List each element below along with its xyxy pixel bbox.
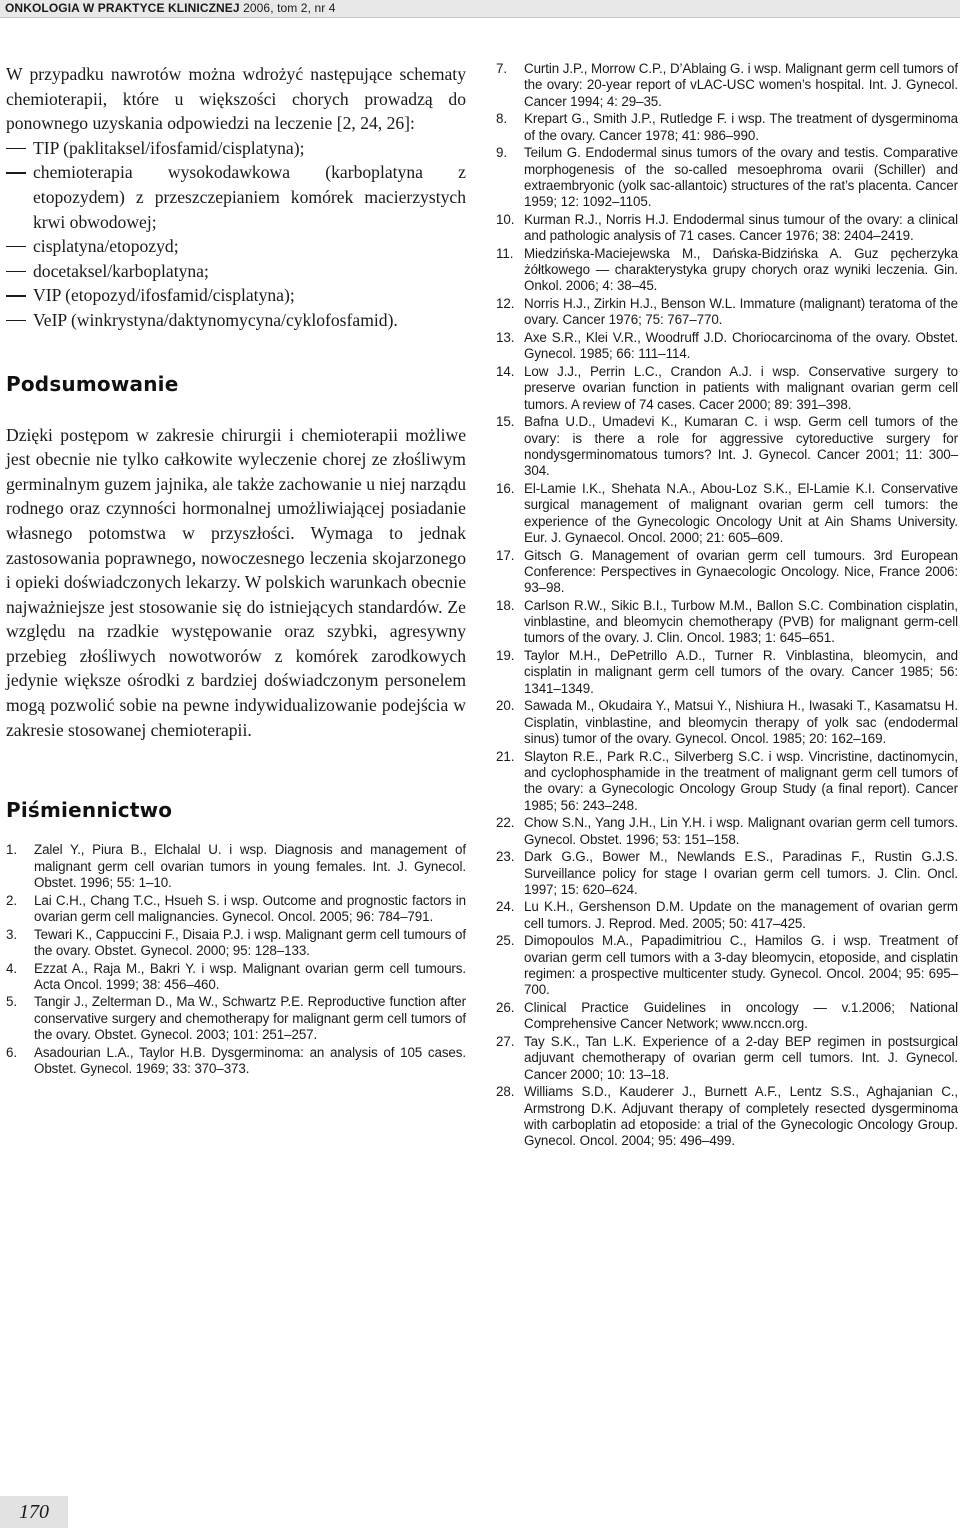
regimen-item: docetaksel/karboplatyna; [6,259,466,284]
reference-text: Asadourian L.A., Taylor H.B. Dysgerminoma: an analysis of 105 cases. Obstet. Gynecol. 1969; 33: 370–373. [34,1044,466,1077]
regimen-item: VIP (etopozyd/ifosfamid/cisplatyna); [6,283,466,308]
summary-heading: Podsumowanie [6,371,179,396]
reference-number: 14. [496,364,515,380]
reference-text: Teilum G. Endodermal sinus tumors of the ovary and testis. Comparative morphogenesis of the so-called mesoephroma ovarii (Schiller) and extraembryonic (yolk sac-allantoic) structures of the rat’s placenta. Cancer 1959; 12: 1092–1105. [524,145,958,210]
reference-text: Gitsch G. Management of ovarian germ cell tumours. 3rd European Conference: Perspectives in Gynaecologic Oncology. Nice, France 2006: 93–98. [524,547,958,596]
reference-text: Curtin J.P., Morrow C.P., D’Ablaing G. i wsp. Malignant germ cell tumors of the ovary: 20-year report of vLAC-USC women’s hospital. Int. J. Gynecol. Cancer 1994; 4: 29–35. [524,61,958,109]
reference-text: Tay S.K., Tan L.K. Experience of a 2-day BEP regimen in postsurgical adjuvant chemotherapy of ovarian germ cell tumors. Int. J. Gynecol. Cancer 2000; 10: 13–18. [524,1034,958,1082]
reference-number: 7. [496,61,507,76]
regimen-item: chemioterapia wysokodawkowa (karboplatyna z etopozydem) z przeszczepianiem komórek macierzystych krwi obwodowej; [6,160,466,234]
reference-item [496,296,958,329]
reference-item [496,849,958,898]
header-text [5,1,336,15]
reference-number: 19. [496,648,515,664]
reference-number: 13. [496,330,515,346]
reference-text: Slayton R.E., Park R.C., Silverberg S.C. i wsp. Vincristine, dactinomycin, and cyclophosphamide in the treatment of malignant germ cell tumors of the ovary: a Gynecologic Oncology Group Study (a final report). Cancer 1985; 56: 243–248. [524,748,958,813]
reference-number: 25. [496,933,515,949]
reference-item [6,994,466,1043]
reference-number: 1. [6,842,17,858]
reference-item [496,933,958,998]
reference-item [6,893,466,926]
reference-number: 26. [496,1000,515,1016]
journal-name: ONKOLOGIA W PRAKTYCE KLINICZNEJ [5,1,240,15]
reference-item [496,212,958,245]
reference-item [6,842,466,891]
reference-item [496,414,958,479]
reference-text: Krepart G., Smith J.P., Rutledge F. i wsp. The treatment of dysgerminoma of the ovary. Cancer 1978; 41: 986–990. [524,111,958,143]
reference-number: 4. [6,960,17,976]
left-column [6,62,466,1079]
reference-number: 11. [496,245,514,261]
right-column [496,61,958,1151]
reference-item [496,548,958,597]
reference-text: Tewari K., Cappuccini F., Disaia P.J. i wsp. Malignant germ cell tumours of the ovary. Obstet. Gynecol. 2000; 95: 128–133. [34,926,466,958]
reference-number: 3. [6,926,17,942]
reference-item [496,749,958,814]
page-number: 170 [19,1501,49,1523]
reference-item [496,1034,958,1083]
reference-number: 21. [496,748,515,764]
reference-number: 18. [496,597,515,613]
reference-item [496,246,958,295]
reference-number: 28. [496,1084,515,1100]
references-list-left [6,842,466,1077]
reference-number: 5. [6,994,17,1010]
reference-text: Kurman R.J., Norris H.J. Endodermal sinus tumour of the ovary: a clinical and pathologic analysis of 71 cases. Cancer 1976; 38: 2404–2419. [524,211,958,244]
regimen-item: VeIP (winkrystyna/daktynomycyna/cyklofosfamid). [6,308,466,333]
reference-text: Zalel Y., Piura B., Elchalal U. i wsp. Diagnosis and management of malignant germ cell ovarian tumors in young females. Int. J. Gynecol. Obstet. 1996; 55: 1–10. [34,842,466,890]
reference-item [496,61,958,110]
reference-item [496,648,958,697]
reference-text: Dark G.G., Bower M., Newlands E.S., Paradinas F., Rustin G.J.S. Surveillance policy for stage I ovarian germ cell tumors. J. Clin. Oncl. 1997; 15: 620–624. [524,849,958,897]
reference-number: 20. [496,698,515,714]
reference-item [496,364,958,413]
reference-item [496,1084,958,1149]
reference-item [496,1000,958,1033]
reference-number: 16. [496,480,515,496]
summary-paragraph: Dzięki postępom w zakresie chirurgii i chemioterapii możliwe jest obecnie nie tylko całkowite wyleczenie chorej ze złośliwym germinalnym guzem jajnika, ale także zachowanie u niej narządu rodnego oraz czynności hormonalnej umożliwiającej posiadanie własnego potomstwa w przyszłości. Wymaga to jednak zastosowania poprawnego, nowoczesnego leczenia skojarzonego i opieki doświadczonych lekarzy. W polskich warunkach obecnie najważniejsze jest stosowanie się do istniejących standardów. Ze względu na rzadkie występowanie oraz szybki, agresywny przebieg złośliwych nowotworów z komórek zarodkowych jedynie większe ośrodki z bardziej doświadczonym personelem mogą pozwolić sobie na pewne indywidualizowanie podejścia w zakresie stosowanej chemioterapii. [6,424,466,740]
reference-text: Ezzat A., Raja M., Bakri Y. i wsp. Malignant ovarian germ cell tumours. Acta Oncol. 1999; 38: 456–460. [34,960,466,992]
reference-number: 22. [496,815,515,831]
reference-text: Norris H.J., Zirkin H.J., Benson W.L. Immature (malignant) teratoma of the ovary. Cancer 1976; 75: 767–770. [524,296,958,328]
regimen-list [6,136,466,333]
reference-number: 9. [496,145,507,161]
reference-text: Chow S.N., Yang J.H., Lin Y.H. i wsp. Malignant ovarian germ cell tumors. Gynecol. Obstet. 1996; 53: 151–158. [524,815,958,847]
reference-item [496,481,958,546]
reference-text: Clinical Practice Guidelines in oncology — v.1.2006; National Comprehensive Cancer Network; www.nccn.org. [524,1000,958,1032]
reference-item [6,961,466,994]
page-number-box [0,1496,68,1528]
references-heading: Piśmiennictwo [6,798,173,823]
reference-item [496,815,958,848]
reference-text: Williams S.D., Kauderer J., Burnett A.F., Lentz S.S., Aghajanian C., Armstrong D.K. Adjuvant therapy of completely resected dysgerminoma with carboplatin ad etoposide: a trial of the Gynecologic Oncology Group. Gynecol. Oncol. 2004; 95: 496–499. [524,1084,958,1149]
reference-number: 12. [496,296,515,312]
reference-number: 27. [496,1034,515,1050]
reference-text: Dimopoulos M.A., Papadimitriou C., Hamilos G. i wsp. Treatment of ovarian germ cell tumors with a 3-day bleomycin, etoposide, and cisplatin regimen: a prospective multicenter study. Gynecol. Oncol. 2004; 95: 695–700. [524,933,958,998]
reference-number: 6. [6,1044,17,1060]
reference-number: 2. [6,892,17,908]
reference-item [496,111,958,144]
reference-text: Carlson R.W., Sikic B.I., Turbow M.M., Ballon S.C. Combination cisplatin, vinblastine, and bleomycin chemotherapy (PVB) for malignant germ-cell tumors of the ovary. J. Clin. Oncol. 1983; 1: 645–651. [524,597,958,646]
reference-item [6,927,466,960]
reference-text: Taylor M.H., DePetrillo A.D., Turner R. Vinblastina, bleomycin, and cisplatin in malignant germ cell tumors of the ovary. Cancer 1985; 56: 1341–1349. [524,648,958,696]
reference-number: 23. [496,849,515,865]
reference-text: Miedzińska-Maciejewska M., Dańska-Bidzińska A. Guz pęcherzyka żółtkowego — charakterystyka grupy chorych oraz wyniki leczenia. Gin. Onkol. 2006; 4: 38–45. [524,245,958,294]
reference-text: Lai C.H., Chang T.C., Hsueh S. i wsp. Outcome and prognostic factors in ovarian germ cell malignancies. Gynecol. Oncol. 2005; 96: 784–791. [34,892,466,924]
reference-item [496,145,958,210]
regimen-item: cisplatyna/etopozyd; [6,234,466,259]
reference-text: Bafna U.D., Umadevi K., Kumaran C. i wsp. Germ cell tumors of the ovary: is there a role for aggressive cytoreductive surgery for nondysgerminomatous tumors? Int. J. Gynecol. Cancer 2001; 11: 300–304. [524,414,958,479]
reference-item [496,899,958,932]
reference-text: Low J.J., Perrin L.C., Crandon A.J. i wsp. Conservative surgery to preserve ovarian function in patients with malignant ovarian germ cell tumors. A review of 74 cases. Cacer 2000; 89: 391–398. [524,364,958,412]
references-list-right [496,61,958,1150]
reference-text: Sawada M., Okudaira Y., Matsui Y., Nishiura H., Iwasaki T., Kasamatsu H. Cisplatin, vinblastine, and bleomycin therapy of yolk sac (endodermal sinus) tumor of the ovary. Gynecol. Oncol. 1985; 20: 162–169. [524,698,958,746]
reference-text: El-Lamie I.K., Shehata N.A., Abou-Loz S.K., El-Lamie K.I. Conservative surgical management of malignant ovarian germ cell tumors: the experience of the Gynecologic Oncology Unit at Ain Shams University. Eur. J. Gynaecol. Oncol. 2000; 21: 605–609. [524,480,958,545]
reference-item [496,698,958,747]
reference-text: Lu K.H., Gershenson D.M. Update on the management of ovarian germ cell tumors. J. Reprod. Med. 2005; 50: 417–425. [524,899,958,931]
reference-number: 17. [496,547,515,563]
reference-text: Tangir J., Zelterman D., Ma W., Schwartz P.E. Reproductive function after conservative surgery and chemotherapy for malignant germ cell tumors of the ovary. Obstet. Gynecol. 2003; 101: 251–257. [34,994,466,1043]
reference-item [496,598,958,647]
reference-number: 24. [496,899,515,915]
reference-number: 15. [496,414,515,430]
issue-info: 2006, tom 2, nr 4 [239,1,336,15]
reference-item [496,330,958,363]
reference-item [6,1045,466,1078]
reference-text: Axe S.R., Klei V.R., Woodruff J.D. Choriocarcinoma of the ovary. Obstet. Gynecol. 1985; 66: 111–114. [524,330,958,362]
reference-number: 8. [496,111,507,127]
reference-number: 10. [496,211,515,227]
running-header [0,0,960,18]
regimen-item: TIP (paklitaksel/ifosfamid/cisplatyna); [6,136,466,161]
intro-paragraph: W przypadku nawrotów można wdrożyć następujące schematy chemioterapii, które u większości chorych prowadzą do ponownego uzyskania odpowiedzi na leczenie [2, 24, 26]: [6,64,466,134]
